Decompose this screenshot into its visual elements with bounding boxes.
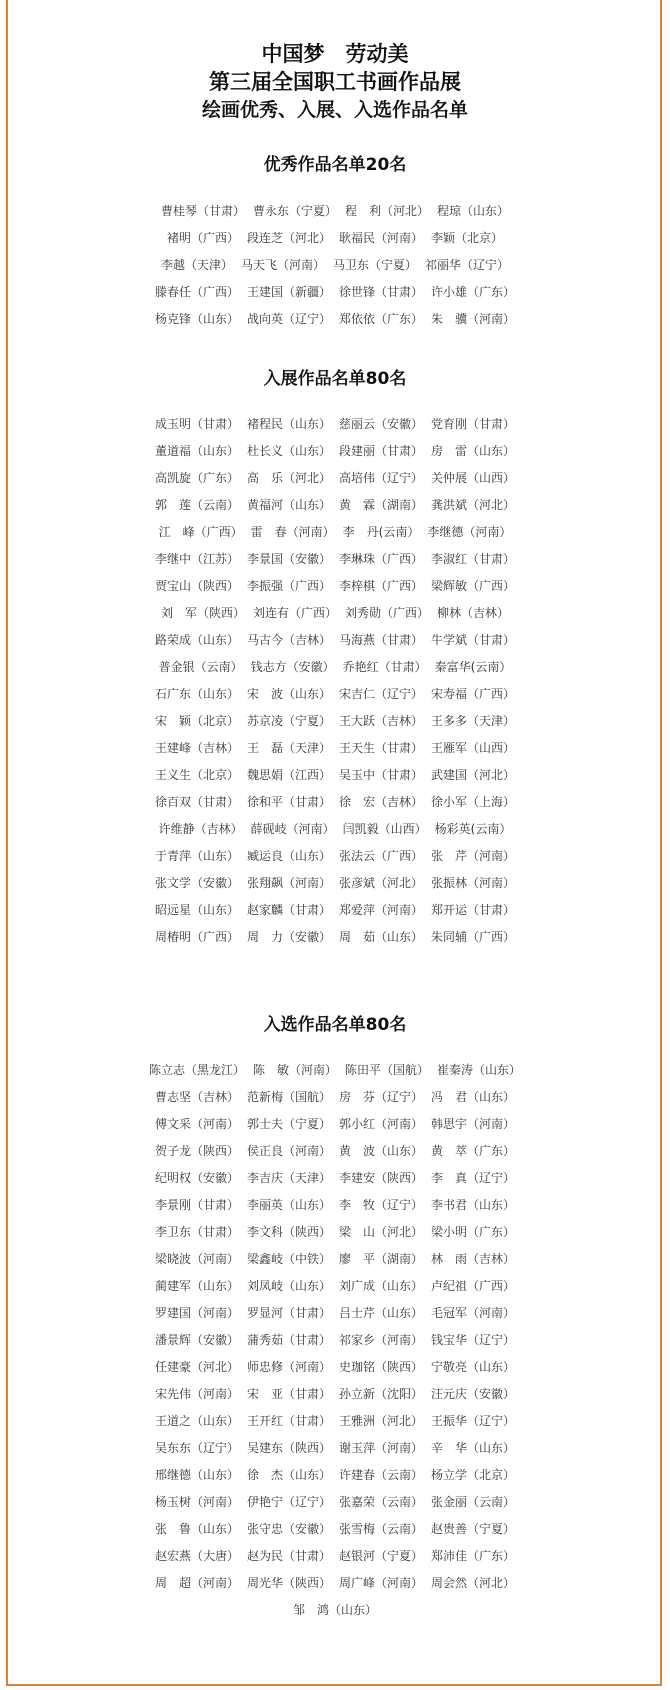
name-row	[0, 1111, 670, 1138]
name-entry: 王建国（新疆）	[246, 285, 331, 299]
name-entry: 刘凤岐（山东）	[246, 1279, 331, 1293]
name-entry: 董道福（山东）	[154, 444, 239, 458]
name-entry: 李 真（辽宁）	[431, 1171, 516, 1185]
name-entry: 周 超（河南）	[154, 1576, 239, 1590]
name-entry: 黄 霖（湖南）	[339, 498, 424, 512]
name-row	[0, 897, 670, 924]
name-entry: 李书君（山东）	[431, 1198, 516, 1212]
name-entry: 朱同辅（广西）	[431, 930, 516, 944]
name-entry: 赵贵善（宁夏）	[431, 1522, 516, 1536]
name-entry: 杜长义（山东）	[246, 444, 331, 458]
name-entry: 耿福民（河南）	[339, 231, 424, 245]
name-entry: 崔秦涛（山东）	[437, 1063, 522, 1077]
name-entry: 魏思娟（江西）	[246, 768, 331, 782]
name-entry: 赵宏燕（大唐）	[154, 1549, 239, 1563]
name-row	[0, 1273, 670, 1300]
name-entry: 郑沛佳（广东）	[431, 1549, 516, 1563]
name-entry: 党育刚（甘肃）	[431, 417, 516, 431]
name-entry: 宋 亚（甘肃）	[246, 1387, 331, 1401]
name-entry: 范新梅（国航）	[246, 1090, 331, 1104]
name-entry: 陈田平（国航）	[345, 1063, 430, 1077]
name-entry: 张振林（河南）	[431, 876, 516, 890]
name-entry: 龚洪斌（河北）	[431, 498, 516, 512]
name-entry: 张翔飙（河南）	[246, 876, 331, 890]
name-entry: 贾宝山（陕西）	[154, 579, 239, 593]
name-entry: 王建峰（吉林）	[154, 741, 239, 755]
name-entry: 张 芹（河南）	[431, 849, 516, 863]
section-title-excellent: 优秀作品名单20名	[263, 155, 407, 175]
name-entry: 郑爱萍（河南）	[339, 903, 424, 917]
name-entry: 马天飞（河南）	[240, 258, 325, 272]
name-entry: 慈丽云（安徽）	[339, 417, 424, 431]
name-entry: 孙立新（沈阳）	[339, 1387, 424, 1401]
name-entry: 陈立志（黑龙江）	[148, 1063, 245, 1077]
name-entry: 王 磊（天津）	[246, 741, 331, 755]
name-row	[0, 1057, 670, 1084]
name-row	[0, 1192, 670, 1219]
name-entry: 郑开运（甘肃）	[431, 903, 516, 917]
name-row	[0, 411, 670, 438]
name-row	[0, 1408, 670, 1435]
name-entry: 曹桂琴（甘肃）	[160, 204, 245, 218]
name-row	[0, 438, 670, 465]
name-entry: 臧运良（山东）	[246, 849, 331, 863]
name-entry: 周 茹（山东）	[339, 930, 424, 944]
name-entry: 高凯旋（广东）	[154, 471, 239, 485]
name-entry: 郭小红（河南）	[339, 1117, 424, 1131]
name-row	[0, 1543, 670, 1570]
name-entry: 王道之（山东）	[154, 1414, 239, 1428]
name-entry: 林 雨（吉林）	[431, 1252, 516, 1266]
name-row	[0, 600, 670, 627]
name-entry: 韩思宇（河南）	[431, 1117, 516, 1131]
name-entry: 徐 杰（山东）	[246, 1468, 331, 1482]
name-entry: 周光华（陕西）	[246, 1576, 331, 1590]
name-row	[0, 1084, 670, 1111]
name-entry: 李景刚（甘肃）	[154, 1198, 239, 1212]
name-entry: 许建春（云南）	[339, 1468, 424, 1482]
name-entry: 宁敬亮（山东）	[431, 1360, 516, 1374]
name-row	[0, 1462, 670, 1489]
name-entry: 蔺建军（山东）	[154, 1279, 239, 1293]
name-entry: 李 丹(云南）	[342, 525, 420, 539]
name-entry: 赵银河（宁夏）	[339, 1549, 424, 1563]
name-row	[0, 225, 670, 252]
name-entry: 苏京凌（宁夏）	[246, 714, 331, 728]
name-entry: 李建安（陕西）	[339, 1171, 424, 1185]
name-entry: 杨玉树（河南）	[154, 1495, 239, 1509]
name-entry: 毛冠军（河南）	[431, 1306, 516, 1320]
name-row	[0, 735, 670, 762]
name-row	[0, 1381, 670, 1408]
name-entry: 石广东（山东）	[154, 687, 239, 701]
name-entry: 邢继德（山东）	[154, 1468, 239, 1482]
exhibition-title: 第三届全国职工书画作品展	[209, 70, 461, 94]
title-block	[0, 40, 670, 124]
name-entry: 刘秀勋（广西）	[345, 606, 430, 620]
name-entry: 段连芝（河北）	[246, 231, 331, 245]
name-row	[0, 519, 670, 546]
name-entry: 宋 波（山东）	[246, 687, 331, 701]
name-entry: 张金丽（云南）	[431, 1495, 516, 1509]
name-row	[0, 708, 670, 735]
name-entry: 汪元庆（安徽）	[431, 1387, 516, 1401]
name-entry: 廖 平（湖南）	[339, 1252, 424, 1266]
name-entry: 李继中（江苏）	[154, 552, 239, 566]
name-row	[0, 1300, 670, 1327]
name-entry: 郭 莲（云南）	[154, 498, 239, 512]
name-row	[0, 1327, 670, 1354]
name-entry: 罗显河（甘肃）	[246, 1306, 331, 1320]
name-row	[0, 546, 670, 573]
name-entry: 褚明（广西）	[166, 231, 239, 245]
name-entry: 高培伟（辽宁）	[339, 471, 424, 485]
name-row	[0, 1489, 670, 1516]
name-entry: 秦富华(云南）	[434, 660, 512, 674]
name-entry: 路荣成（山东）	[154, 633, 239, 647]
name-entry: 褚程民（山东）	[246, 417, 331, 431]
name-entry: 蒲秀茹（甘肃）	[246, 1333, 331, 1347]
name-entry: 于青萍（山东）	[154, 849, 239, 863]
name-entry: 陈 敏（河南）	[252, 1063, 337, 1077]
name-row	[0, 924, 670, 951]
name-entry: 张嘉荣（云南）	[339, 1495, 424, 1509]
name-entry: 黄 波（山东）	[339, 1144, 424, 1158]
name-entry: 杨克锋（山东）	[154, 312, 239, 326]
name-entry: 王振华（辽宁）	[431, 1414, 516, 1428]
name-entry: 徐世锋（甘肃）	[339, 285, 424, 299]
main-title: 中国梦 劳动美	[261, 42, 409, 66]
list-title: 绘画优秀、入展、入选作品名单	[201, 99, 468, 121]
name-entry: 乔艳红（甘肃）	[342, 660, 427, 674]
name-entry: 梁 山（河北）	[339, 1225, 424, 1239]
name-entry: 李景国（安徽）	[246, 552, 331, 566]
name-entry: 吴玉中（甘肃）	[339, 768, 424, 782]
name-entry: 侯正良（河南）	[246, 1144, 331, 1158]
name-entry: 宋 颖（北京）	[154, 714, 239, 728]
name-entry: 贺子龙（陕西）	[154, 1144, 239, 1158]
name-list-selected	[0, 1057, 670, 1624]
name-entry: 李淑红（甘肃）	[431, 552, 516, 566]
name-entry: 徐 宏（吉林）	[339, 795, 424, 809]
name-list-exhibited	[0, 411, 670, 951]
name-entry: 张守忠（安徽）	[246, 1522, 331, 1536]
name-entry: 黄 萃（广东）	[431, 1144, 516, 1158]
name-row	[0, 1165, 670, 1192]
name-entry: 李振强（广西）	[246, 579, 331, 593]
name-entry: 梁辉敏（广西）	[431, 579, 516, 593]
name-row	[0, 198, 670, 225]
name-entry: 邹 鸿（山东）	[292, 1603, 377, 1617]
name-entry: 马海燕（甘肃）	[339, 633, 424, 647]
name-entry: 刘连有（广西）	[252, 606, 337, 620]
name-entry: 张 鲁（山东）	[154, 1522, 239, 1536]
name-row	[0, 252, 670, 279]
name-entry: 卢纪祖（广西）	[431, 1279, 516, 1293]
name-entry: 李文科（陕西）	[246, 1225, 331, 1239]
name-row	[0, 627, 670, 654]
name-entry: 张文学（安徽）	[154, 876, 239, 890]
name-entry: 吴东东（辽宁）	[154, 1441, 239, 1455]
name-entry: 滕春任（广西）	[154, 285, 239, 299]
name-row	[0, 681, 670, 708]
name-entry: 王雅洲（河北）	[339, 1414, 424, 1428]
name-list-excellent	[0, 198, 670, 333]
name-entry: 朱 骥（河南）	[431, 312, 516, 326]
name-entry: 程 利（河北）	[345, 204, 430, 218]
name-row	[0, 1570, 670, 1597]
name-entry: 刘广成（山东）	[339, 1279, 424, 1293]
name-entry: 房 雷（山东）	[431, 444, 516, 458]
name-entry: 史珈铭（陕西）	[339, 1360, 424, 1374]
name-entry: 钱宝华（辽宁）	[431, 1333, 516, 1347]
name-row	[0, 789, 670, 816]
name-entry: 李 牧（辽宁）	[339, 1198, 424, 1212]
name-entry: 李卫东（甘肃）	[154, 1225, 239, 1239]
name-entry: 江 峰（广西）	[158, 525, 243, 539]
name-entry: 祁丽华（辽宁）	[425, 258, 510, 272]
name-entry: 周椿明（广西）	[154, 930, 239, 944]
section-title-exhibited: 入展作品名单80名	[263, 369, 407, 389]
name-entry: 宋先伟（河南）	[154, 1387, 239, 1401]
name-entry: 关仲展（山西）	[431, 471, 516, 485]
name-row	[0, 279, 670, 306]
name-row	[0, 465, 670, 492]
name-row	[0, 1138, 670, 1165]
name-entry: 傅文采（河南）	[154, 1117, 239, 1131]
name-row	[0, 492, 670, 519]
name-entry: 张法云（广西）	[339, 849, 424, 863]
name-row	[0, 1516, 670, 1543]
name-entry: 普金银（云南）	[158, 660, 243, 674]
name-entry: 徐小军（上海）	[431, 795, 516, 809]
name-entry: 徐和平（甘肃）	[246, 795, 331, 809]
name-entry: 吴建东（陕西）	[246, 1441, 331, 1455]
name-row	[0, 306, 670, 333]
name-entry: 梁鑫岐（中铁）	[246, 1252, 331, 1266]
name-entry: 昭远星（山东）	[154, 903, 239, 917]
name-entry: 李吉庆（天津）	[246, 1171, 331, 1185]
name-row	[0, 573, 670, 600]
name-row	[0, 654, 670, 681]
name-entry: 宋寿福（广西）	[431, 687, 516, 701]
name-entry: 王义生（北京）	[154, 768, 239, 782]
name-entry: 郑依依（广东）	[339, 312, 424, 326]
name-row	[0, 1597, 670, 1624]
name-entry: 刘 军（陕西）	[160, 606, 245, 620]
name-entry: 杨立学（北京）	[431, 1468, 516, 1482]
name-row	[0, 816, 670, 843]
name-entry: 王天生（甘肃）	[339, 741, 424, 755]
name-entry: 宋吉仁（辽宁）	[339, 687, 424, 701]
name-entry: 谢玉萍（河南）	[339, 1441, 424, 1455]
name-entry: 高 乐（河北）	[246, 471, 331, 485]
name-entry: 梁小明（广东）	[431, 1225, 516, 1239]
name-entry: 段建丽（甘肃）	[339, 444, 424, 458]
name-entry: 周会然（河北）	[431, 1576, 516, 1590]
name-entry: 曹志坚（吉林）	[154, 1090, 239, 1104]
name-entry: 李琳珠（广西）	[339, 552, 424, 566]
name-entry: 武建国（河北）	[431, 768, 516, 782]
name-entry: 程琼（山东）	[437, 204, 510, 218]
name-entry: 罗建国（河南）	[154, 1306, 239, 1320]
name-entry: 王大跃（吉林）	[339, 714, 424, 728]
name-entry: 辛 华（山东）	[431, 1441, 516, 1455]
name-entry: 王雁军（山西）	[431, 741, 516, 755]
name-entry: 钱志方（安徽）	[250, 660, 335, 674]
name-entry: 柳林（吉林）	[437, 606, 510, 620]
name-entry: 张雪梅（云南）	[339, 1522, 424, 1536]
name-entry: 李颖（北京）	[431, 231, 504, 245]
name-entry: 战向英（辽宁）	[246, 312, 331, 326]
name-entry: 潘景辉（安徽）	[154, 1333, 239, 1347]
name-entry: 赵为民（甘肃）	[246, 1549, 331, 1563]
name-entry: 李丽英（山东）	[246, 1198, 331, 1212]
name-entry: 冯 君（山东）	[431, 1090, 516, 1104]
name-entry: 许小雄（广东）	[431, 285, 516, 299]
name-entry: 房 芬（辽宁）	[339, 1090, 424, 1104]
name-entry: 徐百双（甘肃）	[154, 795, 239, 809]
name-entry: 成玉明（甘肃）	[154, 417, 239, 431]
name-entry: 师忠修（河南）	[246, 1360, 331, 1374]
name-entry: 周广峰（河南）	[339, 1576, 424, 1590]
name-entry: 赵家麟（甘肃）	[246, 903, 331, 917]
name-entry: 任建豪（河北）	[154, 1360, 239, 1374]
name-entry: 薛砚岐（河南）	[250, 822, 335, 836]
name-entry: 梁晓波（河南）	[154, 1252, 239, 1266]
name-entry: 王多多（天津）	[431, 714, 516, 728]
name-entry: 祁家乡（河南）	[339, 1333, 424, 1347]
name-entry: 吕士芹（山东）	[339, 1306, 424, 1320]
name-entry: 马古今（吉林）	[246, 633, 331, 647]
name-entry: 李梓棋（广西）	[339, 579, 424, 593]
name-entry: 伊艳宁（辽宁）	[246, 1495, 331, 1509]
name-entry: 李越（天津）	[160, 258, 233, 272]
name-entry: 黄福河（山东）	[246, 498, 331, 512]
name-entry: 郭士夫（宁夏）	[246, 1117, 331, 1131]
name-entry: 雷 春（河南）	[250, 525, 335, 539]
name-row	[0, 1219, 670, 1246]
name-row	[0, 1354, 670, 1381]
name-row	[0, 870, 670, 897]
name-entry: 马卫东（宁夏）	[333, 258, 418, 272]
name-row	[0, 1246, 670, 1273]
name-entry: 牛学斌（甘肃）	[431, 633, 516, 647]
name-row	[0, 1435, 670, 1462]
name-entry: 闫凯毅（山西）	[342, 822, 427, 836]
name-entry: 纪明权（安徽）	[154, 1171, 239, 1185]
section-title-selected: 入选作品名单80名	[263, 1015, 407, 1035]
name-entry: 张彦斌（河北）	[339, 876, 424, 890]
name-entry: 许维静（吉林）	[158, 822, 243, 836]
name-row	[0, 762, 670, 789]
name-entry: 杨彩英(云南）	[434, 822, 512, 836]
name-row	[0, 843, 670, 870]
name-entry: 曹永东（宁夏）	[252, 204, 337, 218]
name-entry: 王开红（甘肃）	[246, 1414, 331, 1428]
name-entry: 周 力（安徽）	[246, 930, 331, 944]
name-entry: 李继德（河南）	[427, 525, 512, 539]
